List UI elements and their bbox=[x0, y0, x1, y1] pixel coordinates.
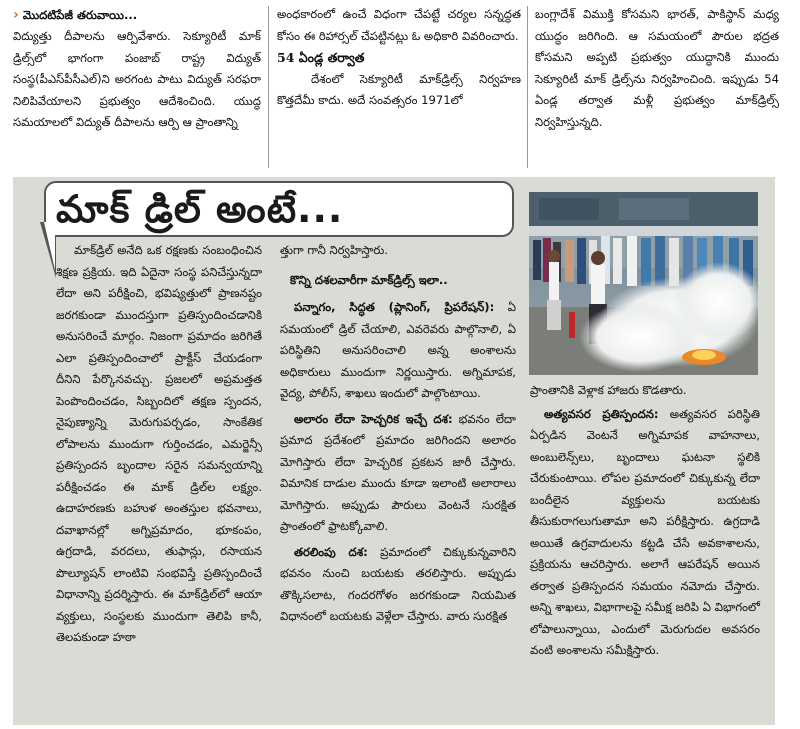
top-column-3 bbox=[535, 4, 779, 133]
top-body-2b: దేశంలో సెక్యూరిటీ మాక్‌డ్రిల్స్‌ నిర్వహణ కొత్తదేమీ కాదు. అదే సంవత్సరం 1971లో bbox=[277, 71, 521, 107]
feature-body-3-intro: ప్రాంతానికి వెళ్లాక హాజరు కొడతారు. bbox=[530, 383, 687, 397]
feature-paragraph-alarm bbox=[280, 409, 516, 538]
top-column-1 bbox=[13, 4, 261, 134]
evacuation-label: తరలింపు దశ: bbox=[294, 544, 368, 559]
response-text: అత్యవసర పరిస్థితి ఏర్పడిన వెంటనే అగ్నిమాపక వాహనాలు, అంబులెన్స్‌లు, బృందాలు ఘటనా స్థలికి చేరుకుంటాయి. లోపల ప్రమాదంలో చిక్కుకున్న లేదా బందీలైన వ్యక్తులను బయటకు తీసుకురాగలుగుతామా అని పరీక్షిస్తారు. ఉగ్రదాడి అయితే ఉగ్రవాదులను కట్టడి చేసే అవకాశాలను, ప్రక్రియను ఆచరిస్తారు. అలాగే ఆపరేషన్‌ అయిన తర్వాత ప్రతిస్పందన సమయం నమోదు చేస్తారు. అన్ని శాఖలు, విభాగాలపై సమీక్ష జరిపి ఏ విభాగంలో లోపాలున్నాయి, ఎందులో మెరుగుదల అవసరం వంటి అంశాలను సమీక్షిస్తారు. bbox=[530, 406, 760, 657]
top-body-1: విద్యుత్తు దీపాలను ఆర్పివేశారు. సెక్యూరిటీ మాక్‌ డ్రిల్స్‌లో భాగంగా పంజాబ్‌ రాష్ట్ర విద్యుత్‌ సంస్థ(పీఎస్‌పీసీఎల్‌)ని అరగంట పాటు విద్యుత్‌ సరఫరా నిలిపివేయాలని ప్రభుత్వం ఆదేశించింది. యుద్ధ సమయాలలో విద్యుత్‌ దీపాలను ఆర్పి ఆ ప్రాంతాన్ని bbox=[13, 29, 261, 129]
feature-paragraph-planning bbox=[280, 297, 516, 405]
planning-label: పన్నాగం, సిద్ధత (ప్లానింగ్‌, ప్రిపరేషన్‌): bbox=[294, 300, 495, 314]
response-label: అత్యవసర ప్రతిస్పందన: bbox=[544, 406, 659, 421]
top-subhead-1 bbox=[13, 4, 261, 26]
feature-column-3 bbox=[530, 380, 760, 662]
fire-drill-image bbox=[529, 192, 758, 375]
mock-drill-photo bbox=[529, 192, 758, 375]
chevron-right-icon: › bbox=[13, 7, 19, 23]
alarm-text: భవనం లేదా ప్రమాద ప్రదేశంలో ప్రమాదం జరిగిందని అలారం మోగిస్తారు లేదా హెచ్చరిక ప్రకటన జారీ చేస్తారు. విమానిక దాడుల ముందు కూడా ఇలాంటి అలారాలు మోగిస్తారు. అప్పుడు పౌరులు వెంటనే సురక్షిత ప్రాంతంలో ఫ్రాటక్కోవాలి. bbox=[280, 411, 516, 533]
top-subhead-2: 54 ఏండ్ల తర్వాత bbox=[277, 50, 365, 65]
feature-body-1: మాక్‌డ్రిల్‌ అనేది ఒక రక్షణకు సంబంధించిన శిక్షణ ప్రక్రియ. ఇది ఏదైనా సంస్థ పనిచేస్తున్నదా లేదా అని పరీక్షించి, భవిష్యత్తులో ప్రాణనష్టం జరగకుండా ముందస్తుగా ప్రతిస్పందించడానికి అనుసరించే మార్గం. నిజంగా ప్రమాదం జరిగితే ఎలా ప్రతిస్పందించాలో ప్రాక్టీస్‌ చేయడంగా దీనిని పేర్కొనవచ్చు. ప్రజలలో అప్రమత్తత పెంపొందించడం, సిబ్బందిలో తక్షణ స్పందన, నైపుణ్యాన్ని మెరుగుపర్చడం, సాంకేతిక లోపాలను ముందుగా గుర్తించడం, ఎమర్జెన్సీ ప్రతిస్పందన బృందాల సరైన సమన్వయాన్ని పరీక్షించడం ఈ మాక్‌ డ్రిల్‌ల లక్ష్యం. ఉదాహరణకు బహుళ అంతస్తుల భవనాలు, దవాఖానల్లో అగ్నిప్రమాదం, భూకంపం, ఉగ్రదాడి, వరదలు, తుఫాన్లు, రసాయన పొల్యూషన్‌ లాంటివి సంభవిస్తే ప్రతిస్పందించే విధానాన్ని ప్రదర్శిస్తారు. ఈ మాక్‌డ్రిల్‌లో ఆయా వ్యక్తులు, సంస్థలకు ముందుగా తెలిపి కానీ, తెలపకుండా హఠా bbox=[56, 243, 262, 644]
column-divider bbox=[527, 6, 528, 168]
feature-paragraph-evacuation bbox=[280, 542, 516, 628]
evacuation-text: ప్రమాదంలో చిక్కుకున్నవారిని భవనం నుంచి బయటకు తరలిస్తారు. అప్పుడు తొక్కిసలాట, గందరగోళం జరగకుండా నియమిత విధానంలో బయటకు వెళ్లేలా చేస్తారు. వారు సురక్షిత bbox=[280, 544, 516, 623]
column-divider bbox=[268, 6, 269, 168]
speech-bubble-tail-inner bbox=[44, 222, 55, 270]
continued-label: మొదటిపేజీ తరువాయి... bbox=[22, 8, 138, 22]
feature-heading: మాక్‌ డ్రిల్‌ అంటే... bbox=[56, 187, 344, 231]
alarm-label: అలారం లేదా హెచ్చరిక ఇచ్చే దశ: bbox=[294, 411, 453, 426]
top-body-3: బంగ్లాదేశ్‌ విముక్తి కోసమని భారత్‌, పాకిస్థాన్‌ మధ్య యుద్ధం జరిగింది. ఆ సమయంలో పౌరుల భద్రత కోసమని అప్పటి ప్రభుత్వం యుద్ధానికి ముందు సెక్యూరిటీ మాక్‌ డ్రిల్స్‌ను నిర్వహించింది. ఇప్పుడు 54 ఏండ్ల తర్వాత మళ్లీ ప్రభుత్వం మాక్‌డ్రిల్స్‌ నిర్వహిస్తున్నది. bbox=[535, 7, 779, 129]
feature-column-1 bbox=[56, 240, 262, 649]
top-column-2 bbox=[277, 4, 521, 112]
top-body-2a: అంధకారంలో ఉంచే విధంగా చేపట్టే చర్యల సన్నద్ధత కోసం ఈ రిహార్సల్‌ చేపట్టినట్లు ఓ అధికారి వివరించారు. bbox=[277, 7, 521, 43]
feature-column-2 bbox=[280, 240, 516, 628]
feature-paragraph-response bbox=[530, 404, 760, 662]
feature-body-2-intro: త్తుగా గానీ నిర్వహిస్తారు. bbox=[280, 243, 389, 257]
feature-subhead: కొన్ని దశలవారీగా మాక్‌డ్రిల్స్‌ ఇలా.. bbox=[290, 272, 448, 287]
planning-text: ఏ సమయంలో డ్రిల్‌ చేయాలి, ఎవరెవరు పాల్గొనాలి, ఏ పరిస్థితిని అనుసరించాలి అన్న అంశాలను అధికారులు ముందుగా నిర్ణయిస్తారు. అగ్నిమాపక, వైద్య, పోలీస్‌, శాఖలు ఇందులో పాల్గొంటాయి. bbox=[280, 300, 516, 400]
